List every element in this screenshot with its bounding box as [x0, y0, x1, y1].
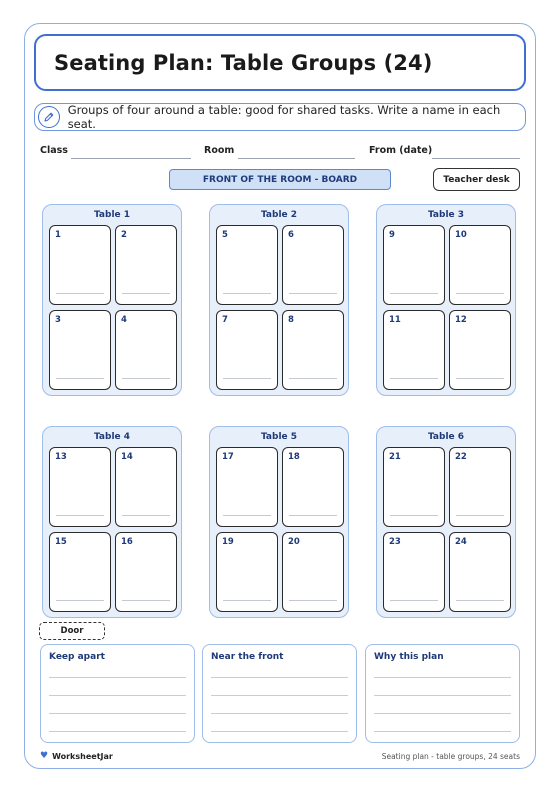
table-name: Table 3 [427, 210, 465, 220]
near-front-box[interactable] [202, 644, 357, 743]
info-fields [40, 145, 520, 161]
writing-line [374, 731, 511, 732]
seat-number: 7 [222, 315, 228, 325]
table-group [209, 426, 349, 618]
writing-line [49, 713, 186, 714]
writing-line [211, 713, 348, 714]
seat-number: 20 [288, 537, 300, 547]
name-line [56, 378, 104, 379]
seat-box[interactable] [449, 447, 511, 527]
table-group [42, 204, 182, 396]
seat-box[interactable] [282, 532, 344, 612]
name-line [56, 515, 104, 516]
seat-number: 22 [455, 452, 467, 462]
name-line [390, 515, 438, 516]
seat-number: 14 [121, 452, 133, 462]
intro-box [34, 103, 526, 131]
table-name: Table 6 [427, 432, 465, 442]
seat-number: 16 [121, 537, 133, 547]
name-line [390, 293, 438, 294]
name-line [289, 515, 337, 516]
seat-box[interactable] [383, 310, 445, 390]
writing-line [49, 695, 186, 696]
writing-line [49, 677, 186, 678]
name-line [390, 378, 438, 379]
near-front-title: Near the front [211, 652, 284, 662]
name-line [122, 515, 170, 516]
seat-box[interactable] [282, 310, 344, 390]
writing-line [374, 695, 511, 696]
seat-number: 4 [121, 315, 127, 325]
table-group [209, 204, 349, 396]
seat-number: 9 [389, 230, 395, 240]
door-label: Door [39, 622, 105, 640]
name-line [122, 600, 170, 601]
seat-number: 2 [121, 230, 127, 240]
seat-box[interactable] [449, 310, 511, 390]
seat-number: 11 [389, 315, 401, 325]
brand-name: WorksheetJar [52, 751, 113, 761]
seat-box[interactable] [115, 225, 177, 305]
writing-line [374, 677, 511, 678]
seat-box[interactable] [115, 532, 177, 612]
class-field[interactable] [71, 158, 191, 159]
why-plan-box[interactable] [365, 644, 520, 743]
seat-number: 24 [455, 537, 467, 547]
seat-number: 8 [288, 315, 294, 325]
table-group [42, 426, 182, 618]
seat-box[interactable] [115, 310, 177, 390]
seat-number: 19 [222, 537, 234, 547]
name-line [456, 378, 504, 379]
footer-brand [40, 751, 113, 761]
name-line [56, 293, 104, 294]
title-box [34, 34, 526, 91]
seat-number: 13 [55, 452, 67, 462]
seat-number: 17 [222, 452, 234, 462]
writing-line [374, 713, 511, 714]
keep-apart-box[interactable] [40, 644, 195, 743]
seat-number: 3 [55, 315, 61, 325]
name-line [223, 378, 271, 379]
seat-box[interactable] [282, 447, 344, 527]
page-title: Seating Plan: Table Groups (24) [54, 50, 433, 75]
name-line [456, 515, 504, 516]
class-label: Class [40, 145, 68, 156]
name-line [223, 515, 271, 516]
table-name: Table 5 [260, 432, 298, 442]
name-line [289, 378, 337, 379]
name-line [289, 293, 337, 294]
keep-apart-title: Keep apart [49, 652, 105, 662]
seat-box[interactable] [216, 225, 278, 305]
seat-box[interactable] [383, 447, 445, 527]
seat-box[interactable] [115, 447, 177, 527]
seat-box[interactable] [383, 225, 445, 305]
why-plan-title: Why this plan [374, 652, 444, 662]
seat-number: 18 [288, 452, 300, 462]
teacher-desk: Teacher desk [433, 168, 520, 191]
date-label: From (date) [369, 145, 433, 156]
seat-box[interactable] [49, 225, 111, 305]
seat-box[interactable] [449, 532, 511, 612]
table-group [376, 204, 516, 396]
writing-line [211, 731, 348, 732]
name-line [456, 600, 504, 601]
seat-box[interactable] [449, 225, 511, 305]
name-line [223, 293, 271, 294]
table-group [376, 426, 516, 618]
seat-box[interactable] [49, 310, 111, 390]
writing-line [211, 677, 348, 678]
seat-box[interactable] [49, 532, 111, 612]
name-line [122, 293, 170, 294]
name-line [456, 293, 504, 294]
date-field[interactable] [432, 158, 520, 159]
name-line [289, 600, 337, 601]
seat-box[interactable] [216, 310, 278, 390]
seat-box[interactable] [282, 225, 344, 305]
name-line [223, 600, 271, 601]
name-line [56, 600, 104, 601]
board-label: FRONT OF THE ROOM - BOARD [169, 169, 391, 190]
pencil-icon [38, 106, 60, 128]
intro-text: Groups of four around a table: good for shared tasks. Write a name in each seat. [67, 103, 501, 131]
seat-box[interactable] [216, 532, 278, 612]
seat-number: 1 [55, 230, 61, 240]
name-line [390, 600, 438, 601]
table-name: Table 2 [260, 210, 298, 220]
seat-box[interactable] [216, 447, 278, 527]
seat-number: 6 [288, 230, 294, 240]
seat-number: 10 [455, 230, 467, 240]
heart-icon: ♥ [40, 751, 49, 761]
seat-box[interactable] [383, 532, 445, 612]
room-label: Room [204, 145, 235, 156]
seat-number: 15 [55, 537, 67, 547]
seat-box[interactable] [49, 447, 111, 527]
seat-number: 5 [222, 230, 228, 240]
writing-line [49, 731, 186, 732]
room-field[interactable] [238, 158, 355, 159]
table-name: Table 4 [93, 432, 131, 442]
footer-caption: Seating plan - table groups, 24 seats [381, 752, 520, 761]
writing-line [211, 695, 348, 696]
name-line [122, 378, 170, 379]
seat-number: 23 [389, 537, 401, 547]
seat-number: 21 [389, 452, 401, 462]
seat-number: 12 [455, 315, 467, 325]
table-name: Table 1 [93, 210, 131, 220]
